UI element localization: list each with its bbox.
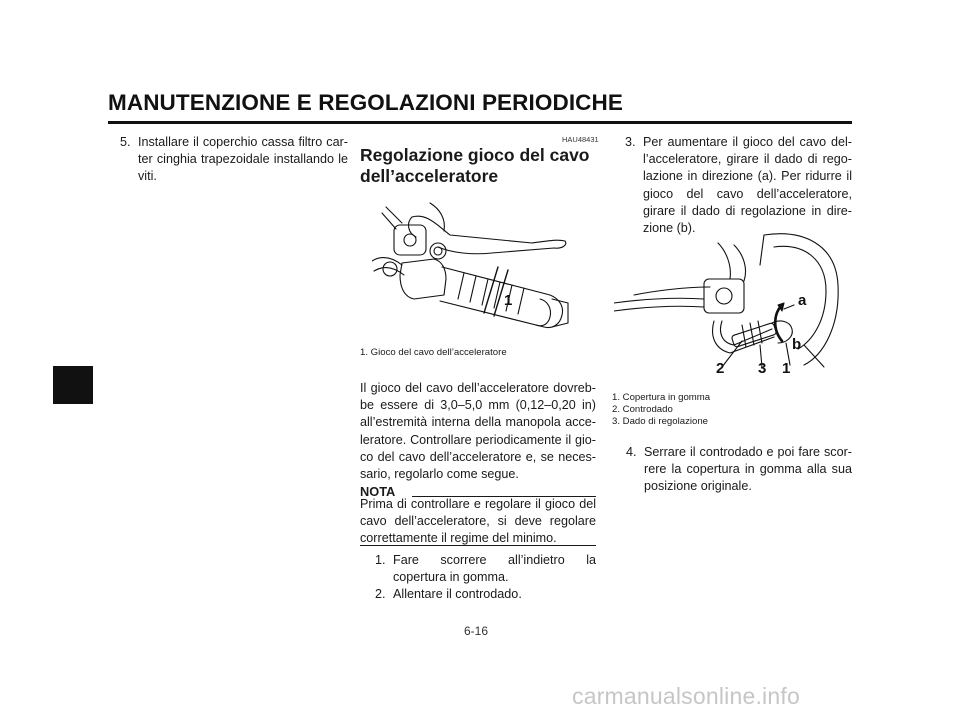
step-1 <box>375 552 596 586</box>
figure-2-callout-a: a <box>798 292 807 309</box>
figure-2-caption-3: 3. Dado di regolazione <box>612 416 709 428</box>
page-number: 6-16 <box>464 624 489 638</box>
step-4-number: 4. <box>626 445 637 459</box>
nota-text: Prima di controllare e regolare il gioco del cavo dell’acceleratore, si deve regolare correttamente il regime del minimo. <box>360 497 596 546</box>
step-3-number: 3. <box>625 135 636 149</box>
nota-bottom-rule <box>360 545 596 546</box>
step-1-text: Fare scorrere all’indietro la copertura in gomma. <box>393 553 596 585</box>
step-4-item <box>626 444 852 496</box>
step-2-number: 2. <box>375 587 386 602</box>
step-5 <box>120 134 348 186</box>
step-5-text: Installare il coperchio cassa filtro car-ter cinghia trapezoidale installando le viti. <box>138 135 348 184</box>
adjusting-nut-illustration <box>614 225 840 390</box>
step-1-number: 1. <box>375 553 386 567</box>
section-body: Il gioco del cavo dell’acceleratore dovreb-be essere di 3,0–5,0 mm (0,12–0,20 in) all’estremità interna della manopola acce-leratore. Controllare periodicamente il gio-co del cavo dell’acceleratore e, se neces-sario, regolarlo come segue. <box>360 381 596 482</box>
header-rule <box>108 121 852 124</box>
step-4-text: Serrare il controdado e poi fare scor-rere la copertura in gomma alla sua posizione originale. <box>644 445 852 494</box>
page-header-title: MANUTENZIONE E REGOLAZIONI PERIODICHE <box>108 90 623 115</box>
figure-2-callout-1: 1 <box>782 360 791 377</box>
nota-label: NOTA <box>360 484 396 499</box>
section-title: Regolazione gioco del cavo dell’acceleratore <box>360 145 590 186</box>
step-4 <box>626 444 852 496</box>
chapter-tab-number: 6 <box>62 376 70 391</box>
watermark: carmanualsonline.info <box>572 683 800 709</box>
figure-2-captions <box>612 392 710 429</box>
chapter-tab <box>53 366 93 404</box>
figure-2-callout-2: 2 <box>716 360 725 377</box>
throttle-grip-illustration <box>372 195 586 335</box>
step-2-text: Allentare il controdado. <box>393 587 522 602</box>
figure-2-callout-3: 3 <box>758 360 767 377</box>
steps-1-2 <box>375 552 596 604</box>
step-3-item <box>625 134 852 237</box>
figure-2-callout-b: b <box>792 336 802 353</box>
step-5-number: 5. <box>120 135 131 149</box>
figure-1-caption: 1. Gioco del cavo dell’acceleratore <box>360 347 507 358</box>
step-3 <box>625 134 852 237</box>
figure-2-caption-2: 2. Controdado <box>612 404 673 416</box>
step-2 <box>375 586 596 603</box>
section-code: HAU48431 <box>562 135 599 144</box>
figure-2-caption-1: 1. Copertura in gomma <box>612 392 711 403</box>
figure-1-callout-1: 1 <box>504 292 513 309</box>
column-1 <box>120 134 348 186</box>
step-3-text: Per aumentare il gioco del cavo del-l’acceleratore, girare il dado di rego-lazione in direzione (a). Per ridurre il gioco del cavo dell’acceleratore, girare il dado di regolazione in dire-zione (b). <box>643 135 852 236</box>
